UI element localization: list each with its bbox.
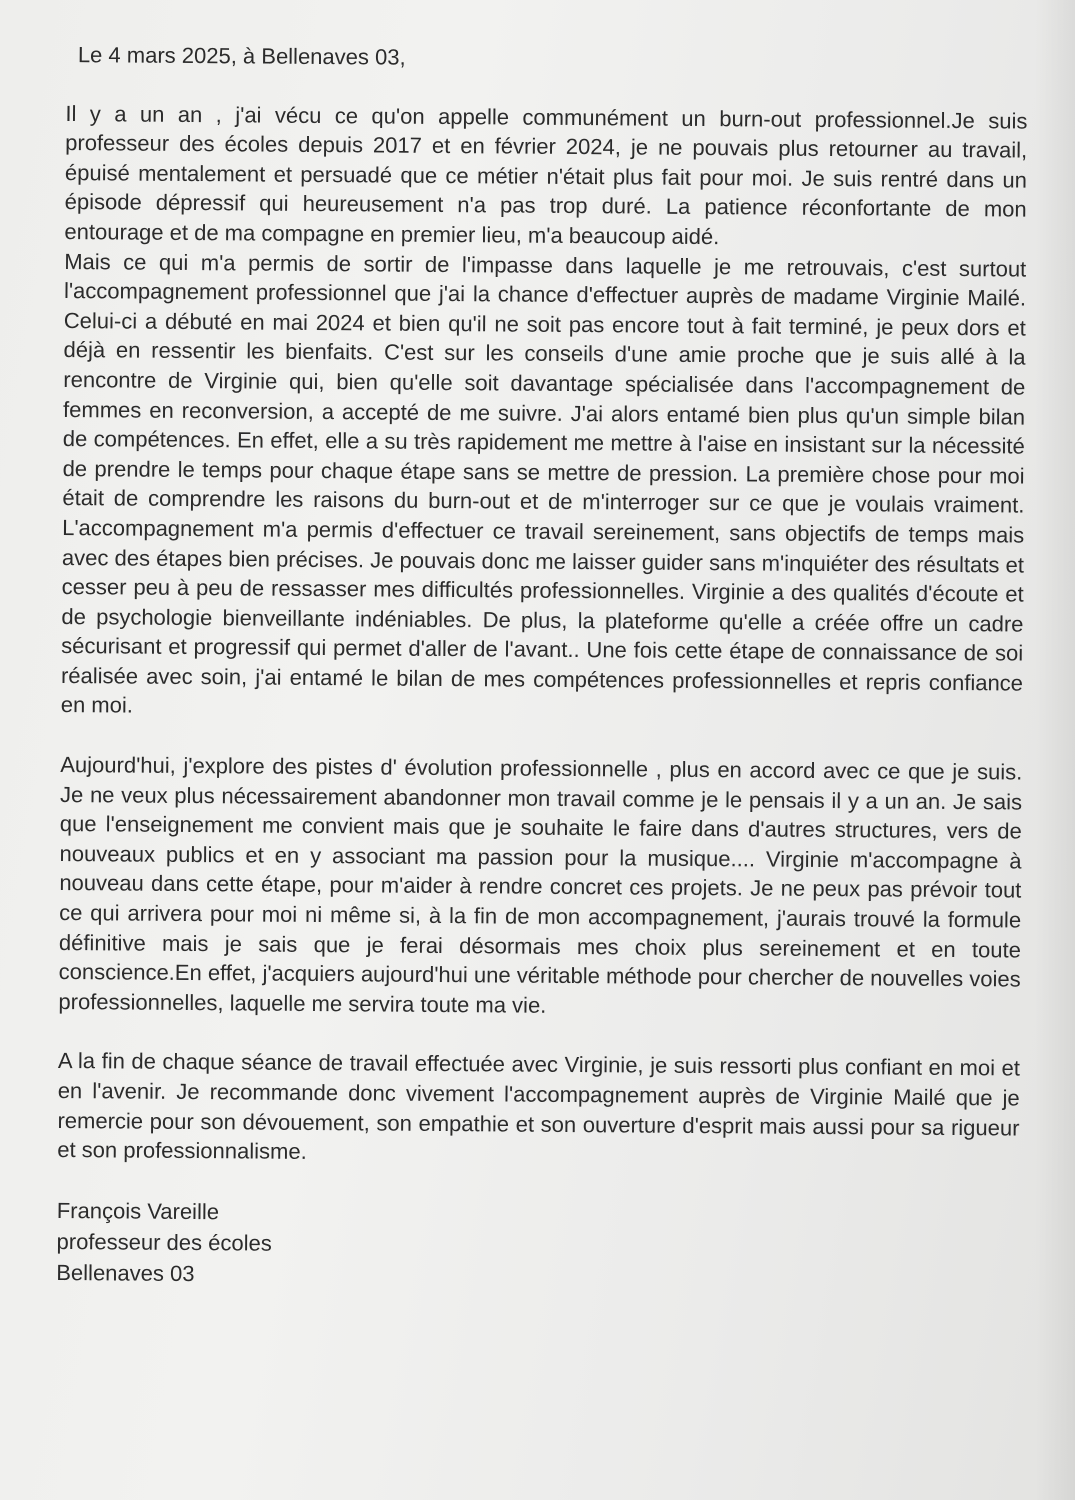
paragraph-accompaniment: Mais ce qui m'a permis de sortir de l'impasse dans laquelle je me retrouvais, c'est surtout l'accompagnement professionnel que j'ai la chance d'effectuer auprès de madame Virginie Mailé. Celui-ci a débuté en mai 2024 et bien qu'il ne soit pas encore tout à fait terminé, je peux dors et déjà en ressentir les bienfaits. C'est sur les conseils d'une amie proche que je suis allé à la rencontre de Virginie qui, bien qu'elle soit davantage spécialisée dans l'accompagnement de femmes en reconversion, a accepté de me suivre. J'ai alors entamé bien plus qu'un simple bilan de compétences. En effet, elle a su très rapidement me mettre à l'aise en insistant sur la nécessité de prendre le temps pour chaque étape sans se mettre de pression. La première chose pour moi était de comprendre les raisons du burn-out et de m'interroger sur ce que je voulais vraiment. L'accompagnement m'a permis d'effectuer ce travail sereinement, sans objectifs de temps mais avec des étapes bien précises. Je pouvais donc me laisser guider sans m'inquiéter des résultats et cesser peu à peu de ressasser mes difficultés professionnelles. Virginie a des qualités d'écoute et de psychologie bienveillante indéniables. De plus, la plateforme qu'elle a créée offre un cadre sécurisant et progressif qui permet d'aller de l'avant.. Une fois cette étape de connaissance de soi réalisée avec soin, j'ai entamé le bilan de mes compétences professionnelles et repris confiance en moi. <box>60 248 1027 719</box>
date-line: Le 4 mars 2025, à Bellenaves 03, <box>77 42 406 70</box>
signature-title: professeur des écoles <box>56 1228 272 1256</box>
signature-block <box>56 1195 1019 1296</box>
signature-name: François Vareille <box>56 1197 220 1225</box>
page-shadow <box>1035 0 1075 1500</box>
paragraph-today: Aujourd'hui, j'explore des pistes d' évolution professionnelle , plus en accord avec ce que je suis. Je ne veux plus nécessairement abandonner mon travail comme je le pensais il y a un an. Je sais que l'enseignement me convient mais que je souhaite le faire dans d'autres structures, vers de nouveaux publics et en y associant ma passion pour la musique.... Virginie m'accompagne à nouveau dans cette étape, pour m'aider à rendre concret ces projets. Je ne peux pas prévoir tout ce qui arrivera pour moi ni même si, à la fin de mon accompagnement, j'aurais trouvé la formule définitive mais je sais que je ferai désormais mes choix plus sereinement et en toute conscience.En effet, j'acquiers aujourd'hui une véritable méthode pour chercher de nouvelles voies professionnelles, laquelle me servira toute ma vie. <box>58 752 1023 1018</box>
signature-place: Bellenaves 03 <box>56 1259 195 1286</box>
paragraph-recommendation: A la fin de chaque séance de travail effectuée avec Virginie, je suis ressorti plus confiant en moi et en l'avenir. Je recommande donc vivement l'accompagnement auprès de Virginie Mailé que je remercie pour son dévouement, son empathie et son ouverture d'esprit mais aussi pour sa rigueur et son professionnalisme. <box>57 1048 1021 1165</box>
paragraph-burnout: Il y a un an , j'ai vécu ce qu'on appelle communément un burn-out professionnel.Je suis professeur des écoles depuis 2017 et en février 2024, je ne pouvais plus retourner au travail, épuisé mentalement et persuadé que ce métier n'était plus fait pour moi. Je suis rentré dans un épisode dépressif qui heureusement n'a pas trop duré. La patience réconfortante de mon entourage et de ma compagne en premier lieu, m'a beaucoup aidé. <box>64 100 1028 250</box>
letter-body <box>56 40 1028 1295</box>
